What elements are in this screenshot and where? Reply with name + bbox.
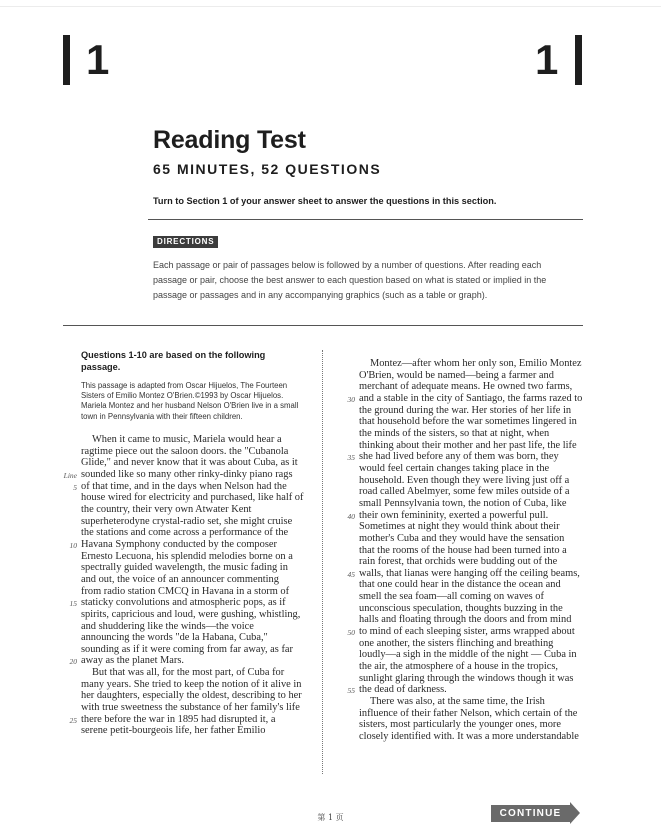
- column-divider: [322, 350, 323, 774]
- passage-line-text: Sometimes at night they would think about their: [359, 521, 560, 533]
- passage-line: [81, 492, 311, 504]
- passage-line: [359, 475, 589, 487]
- passage-line: [347, 626, 589, 638]
- passage-line-text: loudly—a sigh in the middle of the night — Cuba in: [359, 649, 577, 661]
- passage-line: [359, 556, 589, 568]
- passage-line: [347, 684, 589, 696]
- passage-line-text: thinking about their mother and her past life, the life: [359, 439, 577, 451]
- page-subtitle: 65 MINUTES, 52 QUESTIONS: [153, 161, 382, 177]
- passage-line-text: the minds of the sisters, so that at night, when: [359, 427, 550, 439]
- passage-line-text: sunlight glaring through the windows though it was: [359, 672, 574, 684]
- passage-intro: This passage is adapted from Oscar Hijuelos, The Fourteen Sisters of Emilio Montez O'Brien.©1993 by Oscar Hijuelos. Mariela Montez and her husband Nelson O'Brien live in a small town in Pennsylvania with their fifteen children.: [81, 381, 299, 421]
- continue-arrow-icon: [570, 802, 580, 824]
- passage-line: [359, 463, 589, 475]
- passage-line-text: superheterodyne crystal-radio set, she might cruise: [81, 515, 293, 527]
- page-number: 第 1 页: [317, 813, 344, 822]
- passage-line-text: merchant of adequate means. He owned two farms,: [359, 381, 573, 393]
- line-number: 30: [347, 394, 355, 404]
- passage-line: [347, 451, 589, 463]
- directions-badge: DIRECTIONS: [153, 236, 218, 248]
- directions-text: Each passage or pair of passages below is followed by a number of questions. After reading each passage or pair, choose the best answer to each question based on what is stated or implied in the passage or passages and in any accompanying graphics (such as a table or graph).: [153, 260, 547, 300]
- passage-line-text: would feel certain changes taking place in the: [359, 462, 550, 474]
- passage-line: [69, 655, 311, 667]
- passage-line: [81, 574, 311, 586]
- divider-rule: [148, 219, 583, 220]
- passage-line-text: of that time, and in the days when Nelson had the: [81, 480, 287, 492]
- passage-line: [73, 480, 311, 493]
- passage-line: [81, 702, 311, 714]
- line-number: 45: [347, 569, 355, 579]
- passage-line: [359, 591, 589, 603]
- passage-line-text: their own femininity, exerted a powerful pull.: [359, 509, 549, 521]
- passage-line: [81, 632, 311, 644]
- passage-line: [359, 498, 589, 510]
- questions-heading: Questions 1-10 are based on the following passage.: [81, 350, 266, 372]
- passage-line: [359, 358, 589, 370]
- section-marker-bar-right: [575, 35, 582, 85]
- passage-line-text: spirits, capricious and loud, were gushing, whistling,: [81, 608, 301, 620]
- passage-line: [69, 538, 311, 551]
- passage-line: [359, 416, 589, 428]
- passage-line: [359, 428, 589, 440]
- passage-line: [359, 486, 589, 498]
- passage-line-text: sisters, most particularly the younger ones, more: [359, 719, 561, 731]
- line-number: Line: [63, 470, 77, 480]
- line-number: 5: [73, 482, 77, 492]
- passage-line-text: her daughters, especially the oldest, describing to her: [81, 690, 302, 702]
- passage-line-text: the country, their very own Atwater Kent: [81, 503, 252, 515]
- passage-line: [81, 644, 311, 656]
- passage-line-text: unconscious speculation, thoughts buzzing in the: [359, 602, 563, 614]
- passage-line-text: There was also, at the same time, the Irish: [370, 696, 545, 708]
- passage-line: [81, 679, 311, 691]
- passage-line-text: smell the sea foam—all coming on waves of: [359, 591, 544, 603]
- line-number: 15: [69, 599, 77, 609]
- passage-line: [359, 638, 589, 650]
- passage-line-text: the dead of darkness.: [359, 684, 447, 696]
- passage-line-text: staticky convolutions and atmospheric pops, as if: [81, 597, 286, 609]
- passage-line-text: the stations and come across a performance of the: [81, 527, 289, 539]
- passage-line-text: to mind of each sleeping sister, arms wrapped about: [359, 626, 575, 638]
- continue-button[interactable]: [491, 802, 581, 824]
- passage-line: [359, 579, 589, 591]
- passage-line-text: rain forest, that orchids were budding out of the: [359, 556, 558, 568]
- section-number-right: 1: [535, 36, 559, 83]
- passage-line-text: Havana Symphony conducted by the composer: [81, 538, 277, 550]
- passage-column-right: [347, 358, 589, 743]
- passage-line-text: serene petit-bourgeois life, her father Emilio: [81, 725, 266, 737]
- line-number: 35: [347, 453, 355, 463]
- passage-line: [69, 713, 311, 726]
- passage-line: [81, 504, 311, 516]
- passage-line: [69, 597, 311, 609]
- passage-line: [81, 551, 311, 563]
- page-title: Reading Test: [153, 126, 306, 154]
- line-number: 10: [69, 540, 77, 550]
- line-number: 25: [69, 715, 77, 725]
- passage-line: [81, 516, 311, 528]
- passage-line-text: Glide," and never know that it was about Cuba, as it: [81, 457, 298, 469]
- passage-line: [81, 562, 311, 574]
- passage-line-text: from radio station CMCQ in Havana in a storm of: [81, 585, 290, 597]
- line-number: 20: [69, 657, 77, 667]
- passage-line: [359, 719, 589, 731]
- line-number: 50: [347, 628, 355, 638]
- passage-line: [359, 521, 589, 533]
- passage-line-text: the air, the atmosphere of a house in the tropics,: [359, 661, 558, 673]
- passage-line: [81, 434, 311, 446]
- passage-line: [347, 392, 589, 405]
- passage-line-text: walls, that lianas were hanging off the ceiling beams,: [359, 567, 580, 579]
- passage-line-text: house wired for electricity and purchased, like half of: [81, 492, 304, 504]
- passage-line-text: small Pennsylvania town, the notion of Cuba, like: [359, 497, 567, 509]
- passage-line: [347, 567, 589, 580]
- passage-line-text: one another, the sisters flinching and breathing: [359, 637, 554, 649]
- passage-line: [359, 381, 589, 393]
- passage-line: [81, 457, 311, 469]
- passage-line: [359, 731, 589, 743]
- passage-line: [81, 527, 311, 539]
- passage-line: [359, 661, 589, 673]
- passage-line-text: spectrally guided wavelength, the music fading in: [81, 562, 288, 574]
- passage-line: [359, 545, 589, 557]
- passage-line-text: and a stable in the city of Santiago, the farms razed to: [359, 392, 583, 404]
- passage-line: [63, 468, 311, 481]
- passage-line-text: household. Even though they were living just off a: [359, 474, 570, 486]
- passage-line: [359, 370, 589, 382]
- passage-line-text: there before the war in 1895 had disrupted it, a: [81, 713, 276, 725]
- passage-line-text: ragtime piece out the saloon doors. the "Cubanola: [81, 445, 289, 457]
- passage-line-text: and out, the voice of an announcer commenting: [81, 573, 279, 585]
- passage-line-text: influence of their father Nelson, which certain of the: [359, 707, 578, 719]
- passage-line: [81, 621, 311, 633]
- passage-line-text: sounded like so many other rinky-dinky piano rags: [81, 468, 293, 480]
- passage-line-text: away as the planet Mars.: [81, 655, 185, 667]
- passage-line-text: and shuddering like the winds—the voice: [81, 620, 254, 632]
- passage-line: [359, 533, 589, 545]
- passage-line-text: halls and floating through the doors and from mind: [359, 614, 572, 626]
- line-number: 40: [347, 511, 355, 521]
- passage-line-text: that one could hear in the distance the ocean and: [359, 579, 561, 591]
- passage-line-text: that household before the war sometimes lingered in: [359, 416, 577, 428]
- passage-line: [81, 690, 311, 702]
- passage-line: [81, 446, 311, 458]
- passage-line-text: many years. She tried to keep the notion of it alive in: [81, 678, 302, 690]
- continue-label: CONTINUE: [491, 805, 570, 822]
- passage-line-text: Montez—after whom her only son, Emilio Montez: [370, 358, 582, 369]
- divider-rule: [63, 325, 583, 326]
- passage-line-text: mother's Cuba and they would have the sensation: [359, 532, 565, 544]
- passage-line-text: with true sweetness the substance of her family's life: [81, 702, 300, 714]
- passage-line: [359, 603, 589, 615]
- section-number-left: 1: [86, 36, 110, 83]
- passage-line: [359, 440, 589, 452]
- passage-column-left: [63, 434, 311, 737]
- passage-line-text: she had lived before any of them was born, they: [359, 451, 559, 463]
- passage-line: [81, 725, 311, 737]
- passage-line: [81, 609, 311, 621]
- passage-line-text: closely identified with. It was a more understandable: [359, 731, 579, 742]
- section-marker-bar-left: [63, 35, 70, 85]
- passage-line-text: O'Brien, would be named—being a farmer and: [359, 369, 554, 381]
- top-rule: [0, 6, 661, 7]
- passage-line: [347, 509, 589, 522]
- passage-line: [359, 649, 589, 661]
- passage-line: [81, 667, 311, 679]
- passage-line-text: road called Abelmyer, some few miles outside of a: [359, 486, 570, 498]
- passage-line-text: the ground during the war. Her stories of her life in: [359, 404, 572, 416]
- passage-line: [359, 673, 589, 685]
- passage-line: [359, 708, 589, 720]
- section-instruction: Turn to Section 1 of your answer sheet to answer the questions in this section.: [153, 196, 497, 206]
- passage-line: [359, 614, 589, 626]
- passage-line: [359, 405, 589, 417]
- passage-line-text: Ernesto Lecuona, his splendid melodies borne on a: [81, 550, 293, 562]
- passage-line-text: But that was all, for the most part, of Cuba for: [92, 667, 285, 679]
- line-number: 55: [347, 686, 355, 696]
- passage-line: [81, 586, 311, 598]
- passage-line-text: announcing the words "de la Habana, Cuba,": [81, 632, 268, 644]
- passage-line-text: When it came to music, Mariela would hear a: [92, 434, 282, 445]
- passage-line: [359, 696, 589, 708]
- passage-line-text: sounding as if it were coming from far away, as far: [81, 643, 293, 655]
- passage-line-text: that the rooms of the house had been turned into a: [359, 544, 567, 556]
